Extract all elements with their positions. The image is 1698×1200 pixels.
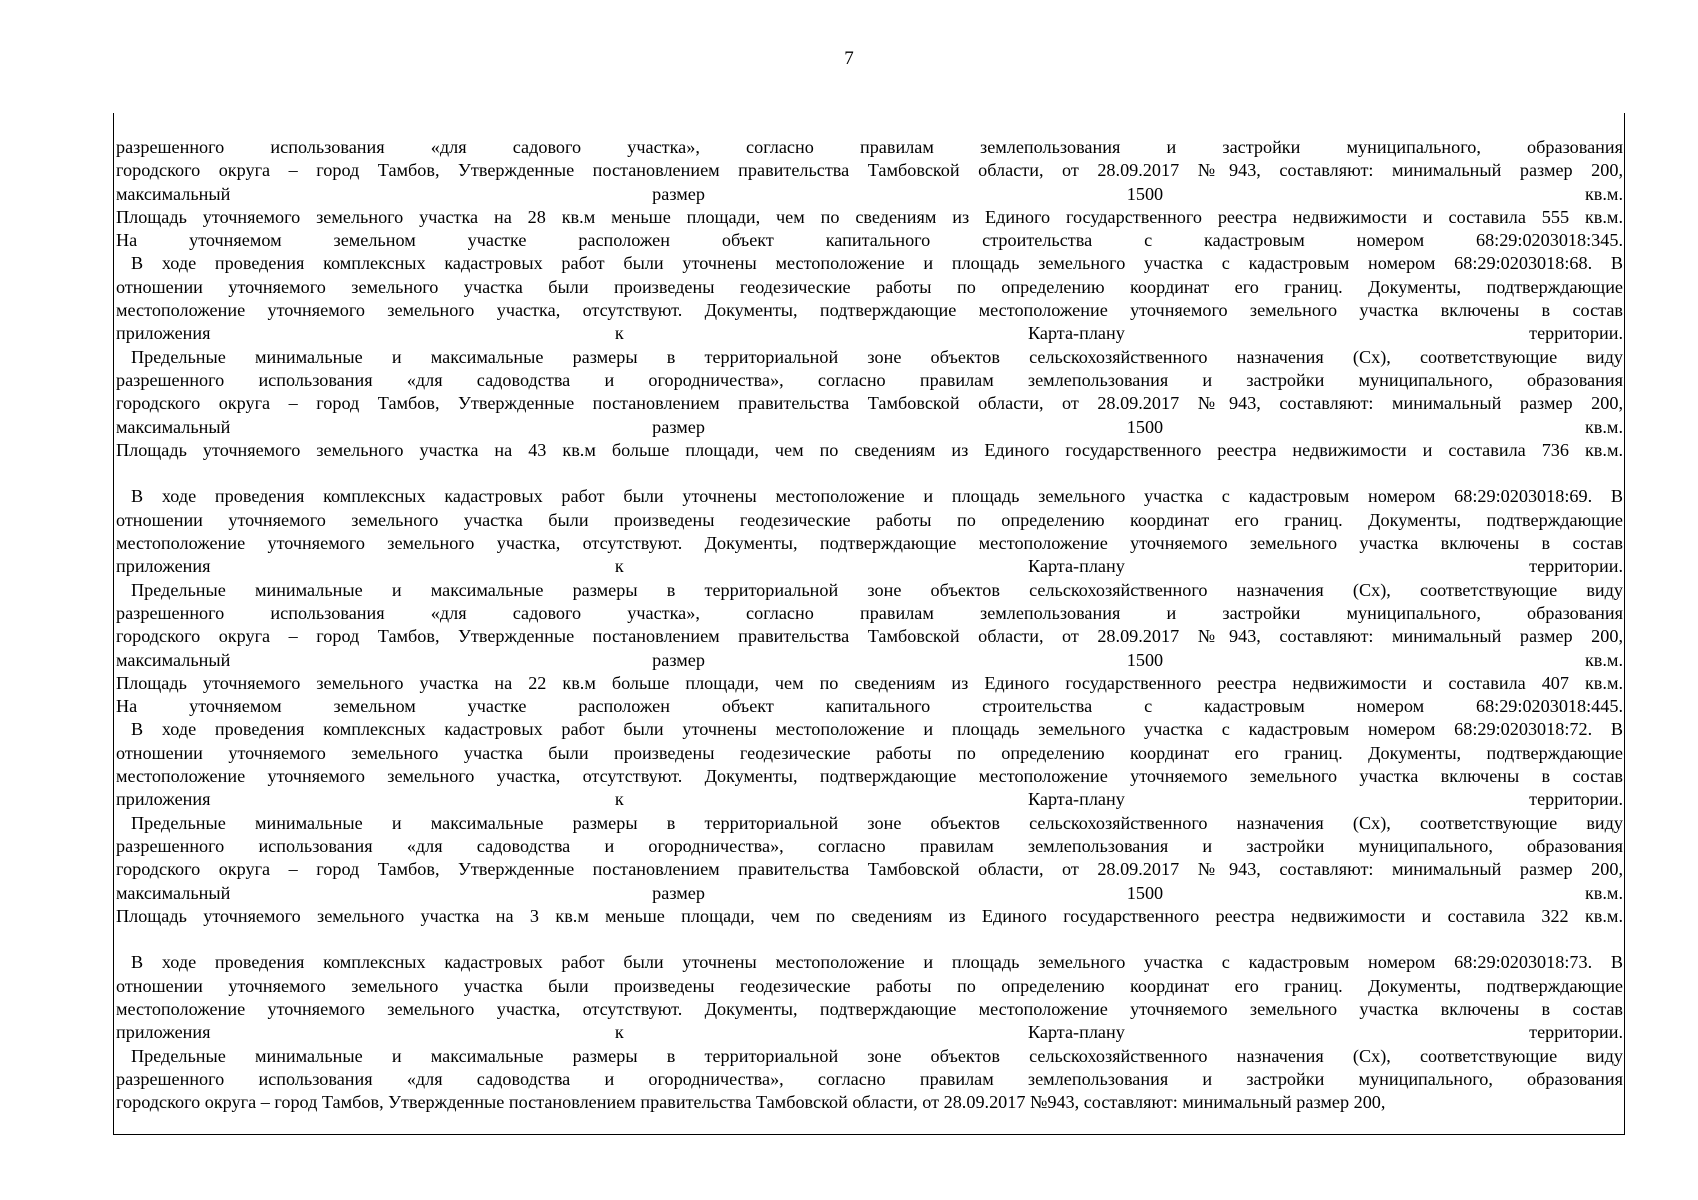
text-line: В ходе проведения комплексных кадастровых работ были уточнены местоположение и площадь земельного участка с кадастровым номером 68:29:0203018:68. В — [131, 253, 1623, 274]
text-line: Площадь уточняемого земельного участка на 28 кв.м меньше площади, чем по сведениям из Единого государственного реестра недвижимости и составила 555 кв.м. — [116, 206, 1623, 227]
page-number: 7 — [844, 48, 854, 69]
text-line: отношении уточняемого земельного участка были произведены геодезические работы по определению координат его границ. Документы, подтверждающие — [116, 975, 1623, 996]
text-line: разрешенного использования «для садового участка», согласно правилам землепользования и застройки муниципального, образования — [116, 137, 1623, 157]
text-line: Предельные минимальные и максимальные размеры в территориальной зоне объектов сельскохозяйственного назначения (Сх), соответствующие виду — [131, 1045, 1623, 1066]
text-line: Предельные минимальные и максимальные размеры в территориальной зоне объектов сельскохозяйственного назначения (Сх), соответствующие виду — [131, 346, 1623, 367]
text-line: местоположение уточняемого земельного участка, отсутствуют. Документы, подтверждающие местоположение уточняемого земельного участка включены в состав — [116, 998, 1623, 1019]
text-line: местоположение уточняемого земельного участка, отсутствуют. Документы, подтверждающие местоположение уточняемого земельного участка включены в состав — [116, 533, 1623, 554]
text-line: городского округа – город Тамбов, Утвержденные постановлением правительства Тамбовской области, от 28.09.2017 №943, составляют: минимальный размер 200, — [116, 393, 1623, 414]
text-line: Предельные минимальные и максимальные размеры в территориальной зоне объектов сельскохозяйственного назначения (Сх), соответствующие виду — [131, 579, 1623, 600]
text-line: отношении уточняемого земельного участка были произведены геодезические работы по определению координат его границ. Документы, подтверждающие — [116, 276, 1623, 297]
text-line: В ходе проведения комплексных кадастровых работ были уточнены местоположение и площадь земельного участка с кадастровым номером 68:29:0203018:72. В — [131, 719, 1623, 740]
text-line: разрешенного использования «для садоводства и огородничества», согласно правилам землепользования и застройки муниципального, образования — [116, 369, 1623, 390]
text-line: городского округа – город Тамбов, Утвержденные постановлением правительства Тамбовской области, от 28.09.2017 №943, составляют: минимальный размер 200, — [116, 160, 1623, 181]
text-line: городского округа – город Тамбов, Утвержденные постановлением правительства Тамбовской области, от 28.09.2017 №943, составляют: минимальный размер 200, — [116, 859, 1623, 880]
blank-line — [116, 462, 1623, 485]
text-line: приложения к Карта-плану территории. — [116, 1022, 1623, 1043]
text-line: На уточняемом земельном участке расположен объект капитального строительства с кадастровым номером 68:29:0203018:445. — [116, 696, 1623, 717]
text-line: приложения к Карта-плану территории. — [116, 789, 1623, 810]
text-line: приложения к Карта-плану территории. — [116, 323, 1623, 344]
text-line: отношении уточняемого земельного участка были произведены геодезические работы по определению координат его границ. Документы, подтверждающие — [116, 742, 1623, 763]
text-line: городского округа – город Тамбов, Утвержденные постановлением правительства Тамбовской области, от 28.09.2017 №943, составляют: минимальный размер 200, — [116, 1092, 1386, 1113]
text-line: отношении уточняемого земельного участка были произведены геодезические работы по определению координат его границ. Документы, подтверждающие — [116, 509, 1623, 530]
text-line: разрешенного использования «для садового участка», согласно правилам землепользования и застройки муниципального, образования — [116, 602, 1623, 623]
text-line: Площадь уточняемого земельного участка на 22 кв.м больше площади, чем по сведениям из Единого государственного реестра недвижимости и составила 407 кв.м. — [116, 672, 1623, 693]
text-line: Предельные минимальные и максимальные размеры в территориальной зоне объектов сельскохозяйственного назначения (Сх), соответствующие виду — [131, 812, 1623, 833]
text-line: городского округа – город Тамбов, Утвержденные постановлением правительства Тамбовской области, от 28.09.2017 №943, составляют: минимальный размер 200, — [116, 626, 1623, 647]
text-line: максимальный размер 1500 кв.м. — [116, 416, 1623, 437]
blank-line — [116, 928, 1623, 951]
text-line: разрешенного использования «для садоводства и огородничества», согласно правилам землепользования и застройки муниципального, образования — [116, 835, 1623, 856]
text-line: приложения к Карта-плану территории. — [116, 556, 1623, 577]
text-line: Площадь уточняемого земельного участка на 43 кв.м больше площади, чем по сведениям из Единого государственного реестра недвижимости и составила 736 кв.м. — [116, 439, 1623, 460]
document-body — [116, 136, 1623, 1114]
text-line: На уточняемом земельном участке расположен объект капитального строительства с кадастровым номером 68:29:0203018:345. — [116, 230, 1623, 251]
text-line: максимальный размер 1500 кв.м. — [116, 183, 1623, 204]
text-line: максимальный размер 1500 кв.м. — [116, 882, 1623, 903]
text-line: максимальный размер 1500 кв.м. — [116, 649, 1623, 670]
text-line: В ходе проведения комплексных кадастровых работ были уточнены местоположение и площадь земельного участка с кадастровым номером 68:29:0203018:73. В — [131, 952, 1623, 973]
text-line: разрешенного использования «для садоводства и огородничества», согласно правилам землепользования и застройки муниципального, образования — [116, 1068, 1623, 1089]
text-line: Площадь уточняемого земельного участка на 3 кв.м меньше площади, чем по сведениям из Единого государственного реестра недвижимости и составила 322 кв.м. — [116, 905, 1623, 926]
text-line: В ходе проведения комплексных кадастровых работ были уточнены местоположение и площадь земельного участка с кадастровым номером 68:29:0203018:69. В — [131, 486, 1623, 507]
text-line: местоположение уточняемого земельного участка, отсутствуют. Документы, подтверждающие местоположение уточняемого земельного участка включены в состав — [116, 300, 1623, 321]
text-line: местоположение уточняемого земельного участка, отсутствуют. Документы, подтверждающие местоположение уточняемого земельного участка включены в состав — [116, 766, 1623, 787]
